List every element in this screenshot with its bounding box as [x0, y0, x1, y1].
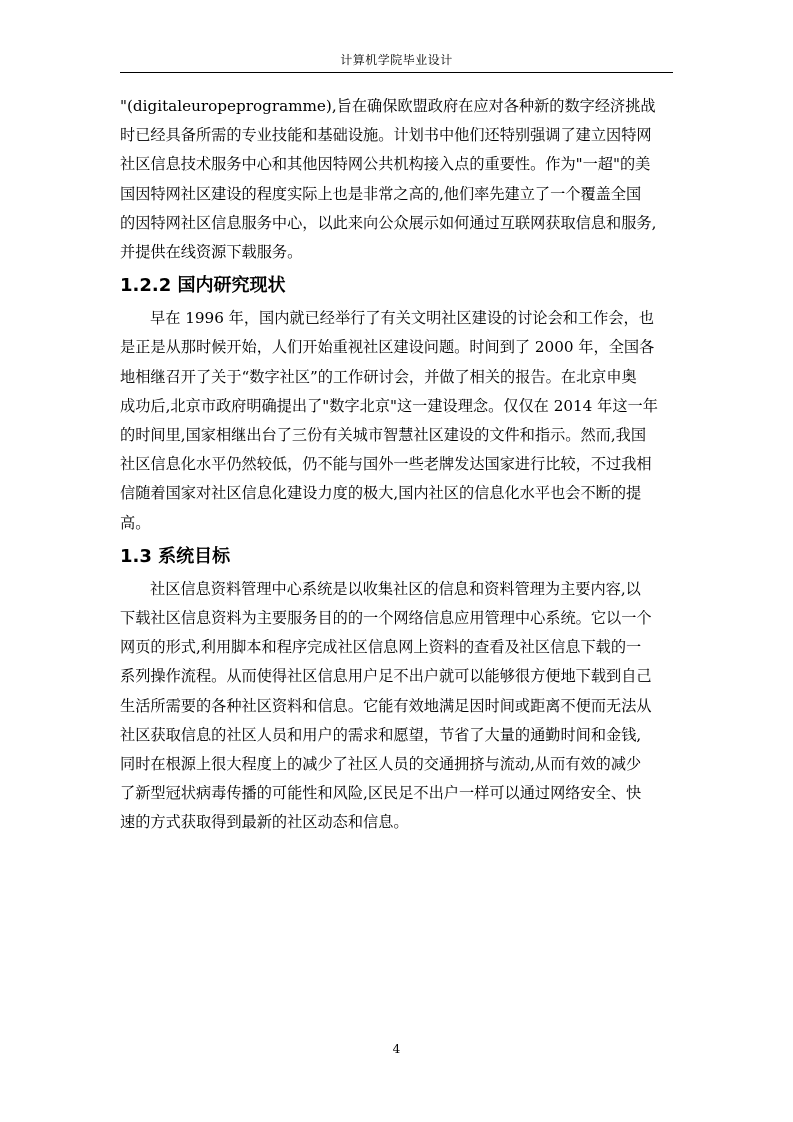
section-heading-system-goals: 1.3 系统目标	[120, 545, 231, 567]
header-rule	[120, 72, 673, 73]
domestic-research-paragraph	[120, 304, 673, 538]
paragraph-line: 早在 1996 年，国内就已经举行了有关文明社区建设的讨论会和工作会，也	[150, 309, 654, 328]
section-heading-domestic-research: 1.2.2 国内研究现状	[120, 275, 286, 297]
paragraph-line: "(digitaleuropeprogramme),旨在确保欧盟政府在应对各种新的数字经济挑战	[120, 97, 656, 115]
paragraph-line: 社区获取信息的社区人员和用户的需求和愿望，节省了大量的通勤时间和金钱,	[120, 725, 642, 744]
paragraph-line: 信随着国家对社区信息化建设力度的极大,国内社区的信息化水平也会不断的提	[120, 484, 642, 503]
page-header: 计算机学院毕业设计	[340, 53, 453, 67]
paragraph-line: 的时间里,国家相继出台了三份有关城市智慧社区建设的文件和指示。然而,我国	[120, 426, 647, 445]
page-number: 4	[392, 1042, 401, 1056]
paragraph-line: 高。	[120, 513, 151, 532]
intro-paragraph	[120, 92, 673, 267]
paragraph-line: 社区信息资料管理中心系统是以收集社区的信息和资料管理为主要内容,以	[150, 579, 641, 598]
paragraph-line: 同时在根源上很大程度上的减少了社区人员的交通拥挤与流动,从而有效的减少	[120, 755, 642, 774]
paragraph-line: 网页的形式,利用脚本和程序完成社区信息网上资料的查看及社区信息下载的一	[120, 638, 642, 657]
paragraph-line: 了新型冠状病毒传播的可能性和风险,区民足不出户一样可以通过网络安全、快	[120, 784, 642, 803]
paragraph-line: 速的方式获取得到最新的社区动态和信息。	[120, 813, 409, 832]
paragraph-line: 社区信息化水平仍然较低，仍不能与国外一些老牌发达国家进行比较，不过我相	[120, 455, 652, 474]
paragraph-line: 国因特网社区建设的程度实际上也是非常之高的,他们率先建立了一个覆盖全国	[120, 184, 642, 203]
paragraph-line: 社区信息技术服务中心和其他因特网公共机构接入点的重要性。作为"一超"的美	[120, 155, 651, 174]
paragraph-line: 并提供在线资源下载服务。	[120, 243, 303, 262]
paragraph-line: 是正是从那时候开始，人们开始重视社区建设问题。时间到了 2000 年，全国各	[120, 338, 655, 357]
document-body	[120, 92, 673, 838]
paragraph-line: 下载社区信息资料为主要服务目的的一个网络信息应用管理中心系统。它以一个	[120, 609, 652, 628]
paragraph-line: 成功后,北京市政府明确提出了"数字北京"这一建设理念。仅仅在 2014 年这一年	[120, 396, 658, 415]
paragraph-line: 地相继召开了关于“数字社区”的工作研讨会，并做了相关的报告。在北京申奥	[120, 367, 637, 386]
paragraph-line: 的因特网社区信息服务中心，以此来向公众展示如何通过互联网获取信息和服务,	[120, 213, 657, 232]
system-goals-paragraph	[120, 575, 673, 838]
paragraph-line: 时已经具备所需的专业技能和基础设施。计划书中他们还特别强调了建立因特网	[120, 126, 652, 145]
paragraph-line: 系列操作流程。从而使得社区信息用户足不出户就可以能够很方便地下载到自己	[120, 667, 652, 686]
paragraph-line: 生活所需要的各种社区资料和信息。它能有效地满足因时间或距离不便而无法从	[120, 696, 652, 715]
